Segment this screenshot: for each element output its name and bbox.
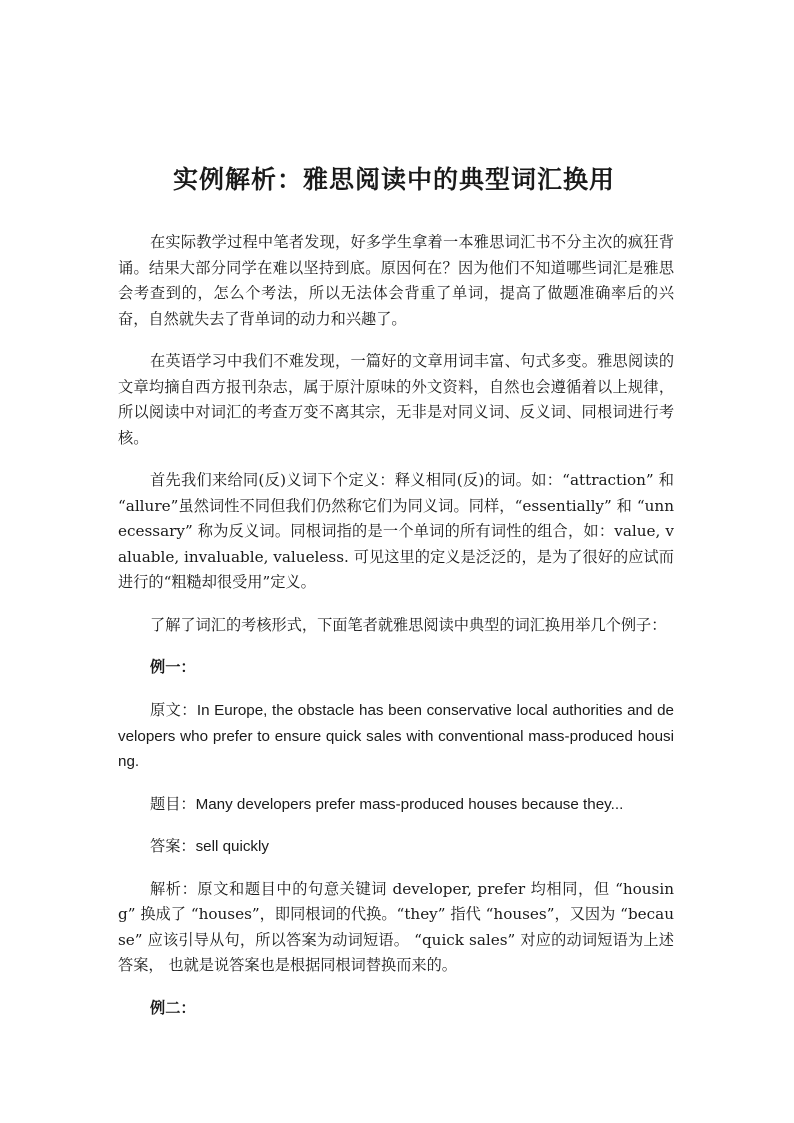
paragraph-word-variety: 在英语学习中我们不难发现，一篇好的文章用词丰富、句式多变。雅思阅读的文章均摘自西方报刊杂志，属于原汁原味的外文资料，自然也会遵循着以上规律，所以阅读中对词汇的考查万变不离其宗，无非是对同义词、反义词、同根词进行考核。: [118, 352, 674, 447]
example-1-original: 原文：In Europe, the obstacle has been conservative local authorities and developers who prefer to ensure quick sales with conventional mass-produced housing.: [118, 702, 674, 770]
paragraph-intro: 在实际教学过程中笔者发现，好多学生拿着一本雅思词汇书不分主次的疯狂背诵。结果大部分同学在难以坚持到底。原因何在？因为他们不知道哪些词汇是雅思会考查到的，怎么个考法，所以无法体会背重了单词，提高了做题准确率后的兴奋，自然就失去了背单词的动力和兴趣了。: [118, 233, 674, 328]
example-2-heading: 例二：: [150, 998, 196, 1017]
paragraph-definitions: 首先我们来给同(反)义词下个定义：释义相同(反)的词。如：“attraction” 和 “allure”虽然词性不同但我们仍然称它们为同义词。同样，“essentially” 和 “unnecessary” 称为反义词。同根词指的是一个单词的所有词性的组合，如：value, valuable, invaluable, valueless. 可见这里的定义是泛泛的，是为了很好的应试而进行的“粗糙却很受用”定义。: [118, 471, 674, 591]
document-page: [118, 160, 674, 1039]
example-1-answer: 答案：sell quickly: [150, 838, 269, 855]
paragraph-examples-intro: 了解了词汇的考核形式，下面笔者就雅思阅读中典型的词汇换用举几个例子：: [150, 615, 667, 634]
example-1-analysis: 解析：原文和题目中的句意关键词 developer, prefer 均相同，但 “housing” 换成了 “houses”，即同根词的代换。“they” 指代 “houses”，又因为 “because” 应该引导从句，所以答案为动词短语。 “quick sales” 对应的动词短语为上述答案， 也就是说答案也是根据同根词替换而来的。: [118, 879, 674, 974]
example-1-question: 题目：Many developers prefer mass-produced houses because they...: [150, 795, 624, 813]
document-title: 实例解析：雅思阅读中的典型词汇换用: [172, 165, 615, 194]
example-1-heading: 例一：: [150, 658, 196, 676]
